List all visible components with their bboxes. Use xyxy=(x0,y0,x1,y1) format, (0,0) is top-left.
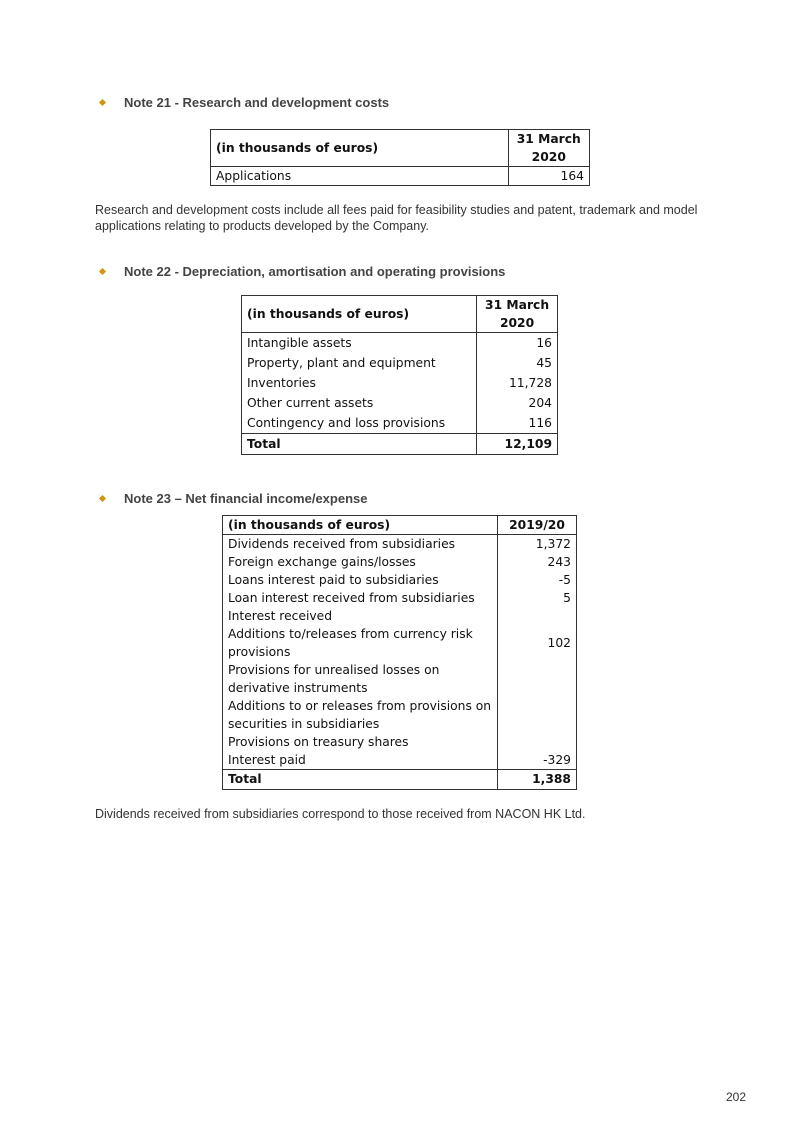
row-value: -5 xyxy=(558,573,571,587)
row-value xyxy=(498,607,577,625)
table-row xyxy=(223,589,577,607)
page-number: 202 xyxy=(725,1090,746,1104)
row-label: Dividends received from subsidiaries xyxy=(223,535,498,554)
row-label: Additions to/releases from currency risk provisions xyxy=(223,625,498,661)
note-22-heading xyxy=(100,264,505,279)
table-header-period: 2019/20 xyxy=(498,516,577,535)
row-label: Provisions on treasury shares xyxy=(223,733,498,751)
row-value: 45 xyxy=(536,356,552,370)
row-value: 116 xyxy=(528,416,552,430)
diamond-bullet-icon xyxy=(99,268,106,275)
row-label: Loan interest received from subsidiaries xyxy=(223,589,498,607)
row-value xyxy=(498,661,577,697)
diamond-bullet-icon xyxy=(99,99,106,106)
row-value: 164 xyxy=(560,169,584,183)
table-header-label: (in thousands of euros) xyxy=(223,516,498,535)
total-label: Total xyxy=(223,770,498,790)
row-value: 204 xyxy=(528,396,552,410)
row-value: 102 xyxy=(547,636,571,650)
diamond-bullet-icon xyxy=(99,495,106,502)
table-row xyxy=(242,393,558,413)
row-value: 1,372 xyxy=(535,537,571,551)
total-value: 1,388 xyxy=(498,770,577,790)
table-row xyxy=(223,535,577,554)
table-row xyxy=(223,733,577,751)
table-header-label: (in thousands of euros) xyxy=(211,130,509,167)
note-21-table xyxy=(210,129,590,186)
row-value: 5 xyxy=(563,591,571,605)
table-header-date: 31 March 2020 xyxy=(477,296,558,333)
row-value xyxy=(498,733,577,751)
row-label: Inventories xyxy=(242,373,477,393)
row-label: Other current assets xyxy=(242,393,477,413)
table-header-date: 31 March 2020 xyxy=(508,130,589,167)
note-22-title: Note 22 - Depreciation, amortisation and operating provisions xyxy=(124,264,506,279)
row-value: 243 xyxy=(547,555,571,569)
note-23-title: Note 23 – Net financial income/expense xyxy=(124,491,368,506)
table-row xyxy=(223,697,577,733)
note-22-table xyxy=(241,295,558,455)
note-21-paragraph: Research and development costs include all fees paid for feasibility studies and patent, trademark and model applications relating to products developed by the Company. xyxy=(95,203,698,233)
table-row xyxy=(223,553,577,571)
note-21-title: Note 21 - Research and development costs xyxy=(124,95,390,110)
row-label: Additions to or releases from provisions on securities in subsidiaries xyxy=(223,697,498,733)
row-label: Interest received xyxy=(223,607,498,625)
total-label: Total xyxy=(242,434,477,455)
row-label: Provisions for unrealised losses on derivative instruments xyxy=(223,661,498,697)
row-label: Loans interest paid to subsidiaries xyxy=(223,571,498,589)
table-row xyxy=(223,751,577,770)
total-value: 12,109 xyxy=(477,434,558,455)
row-value: 16 xyxy=(536,336,552,350)
row-value xyxy=(498,697,577,733)
table-row xyxy=(223,571,577,589)
note-23-table xyxy=(222,515,577,790)
table-row xyxy=(242,373,558,393)
table-row xyxy=(223,625,577,661)
table-row xyxy=(242,413,558,434)
table-row xyxy=(223,607,577,625)
note-23-paragraph: Dividends received from subsidiaries correspond to those received from NACON HK Ltd. xyxy=(95,807,586,821)
row-label: Applications xyxy=(211,167,509,186)
note-21-heading xyxy=(100,95,389,110)
table-row xyxy=(242,333,558,354)
row-value: -329 xyxy=(543,753,571,767)
table-row xyxy=(242,353,558,373)
row-label: Interest paid xyxy=(223,751,498,770)
row-label: Contingency and loss provisions xyxy=(242,413,477,434)
row-value: 11,728 xyxy=(508,376,552,390)
table-row xyxy=(223,661,577,697)
row-label: Property, plant and equipment xyxy=(242,353,477,373)
table-header-label: (in thousands of euros) xyxy=(242,296,477,333)
row-label: Foreign exchange gains/losses xyxy=(223,553,498,571)
note-23-heading xyxy=(100,491,367,506)
table-row xyxy=(211,167,590,186)
row-label: Intangible assets xyxy=(242,333,477,354)
